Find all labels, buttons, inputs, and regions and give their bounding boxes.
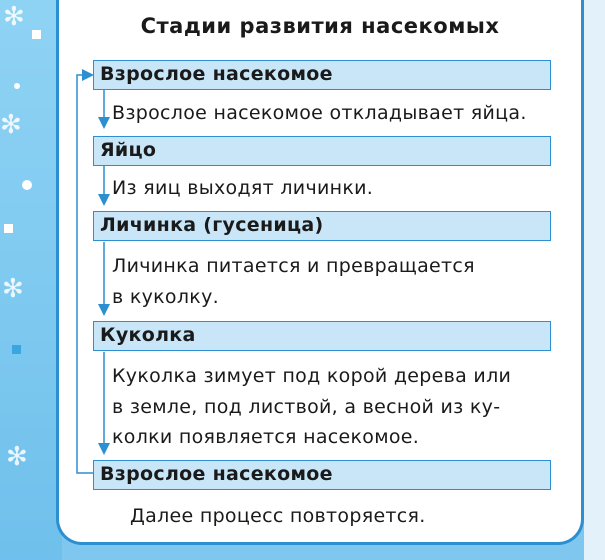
stage-description: Из яиц выходят личинки. [112, 177, 374, 199]
stage-adult-repeat: Взрослое насекомое [93, 460, 551, 490]
snowflake-icon: ✻ [6, 442, 28, 472]
stage-description: Личинка питается и превращается [112, 255, 475, 277]
snowflake-icon: ✻ [2, 274, 24, 304]
stage-description: в земле, под листвой, а весной из ку- [112, 396, 501, 418]
cycle-note: Далее процесс повторяется. [130, 505, 426, 527]
snowflake-icon: ✻ [3, 2, 25, 32]
stage-description: Куколка зимует под корой дерева или [112, 365, 512, 387]
snowflake-icon: ✻ [0, 110, 22, 140]
stage-pupa: Куколка [93, 321, 551, 351]
stage-egg: Яйцо [93, 136, 551, 166]
stage-description: Взрослое насекомое откладывает яйца. [112, 102, 527, 124]
stage-description: в куколку. [112, 286, 219, 308]
cycle-return-arrow [77, 75, 93, 473]
stage-adult: Взрослое насекомое [93, 60, 551, 90]
stage-larva: Личинка (гусеница) [93, 211, 551, 241]
stage-description: колки появляется насекомое. [112, 426, 420, 448]
diagram-title: Стадии развития насекомых [140, 14, 500, 38]
